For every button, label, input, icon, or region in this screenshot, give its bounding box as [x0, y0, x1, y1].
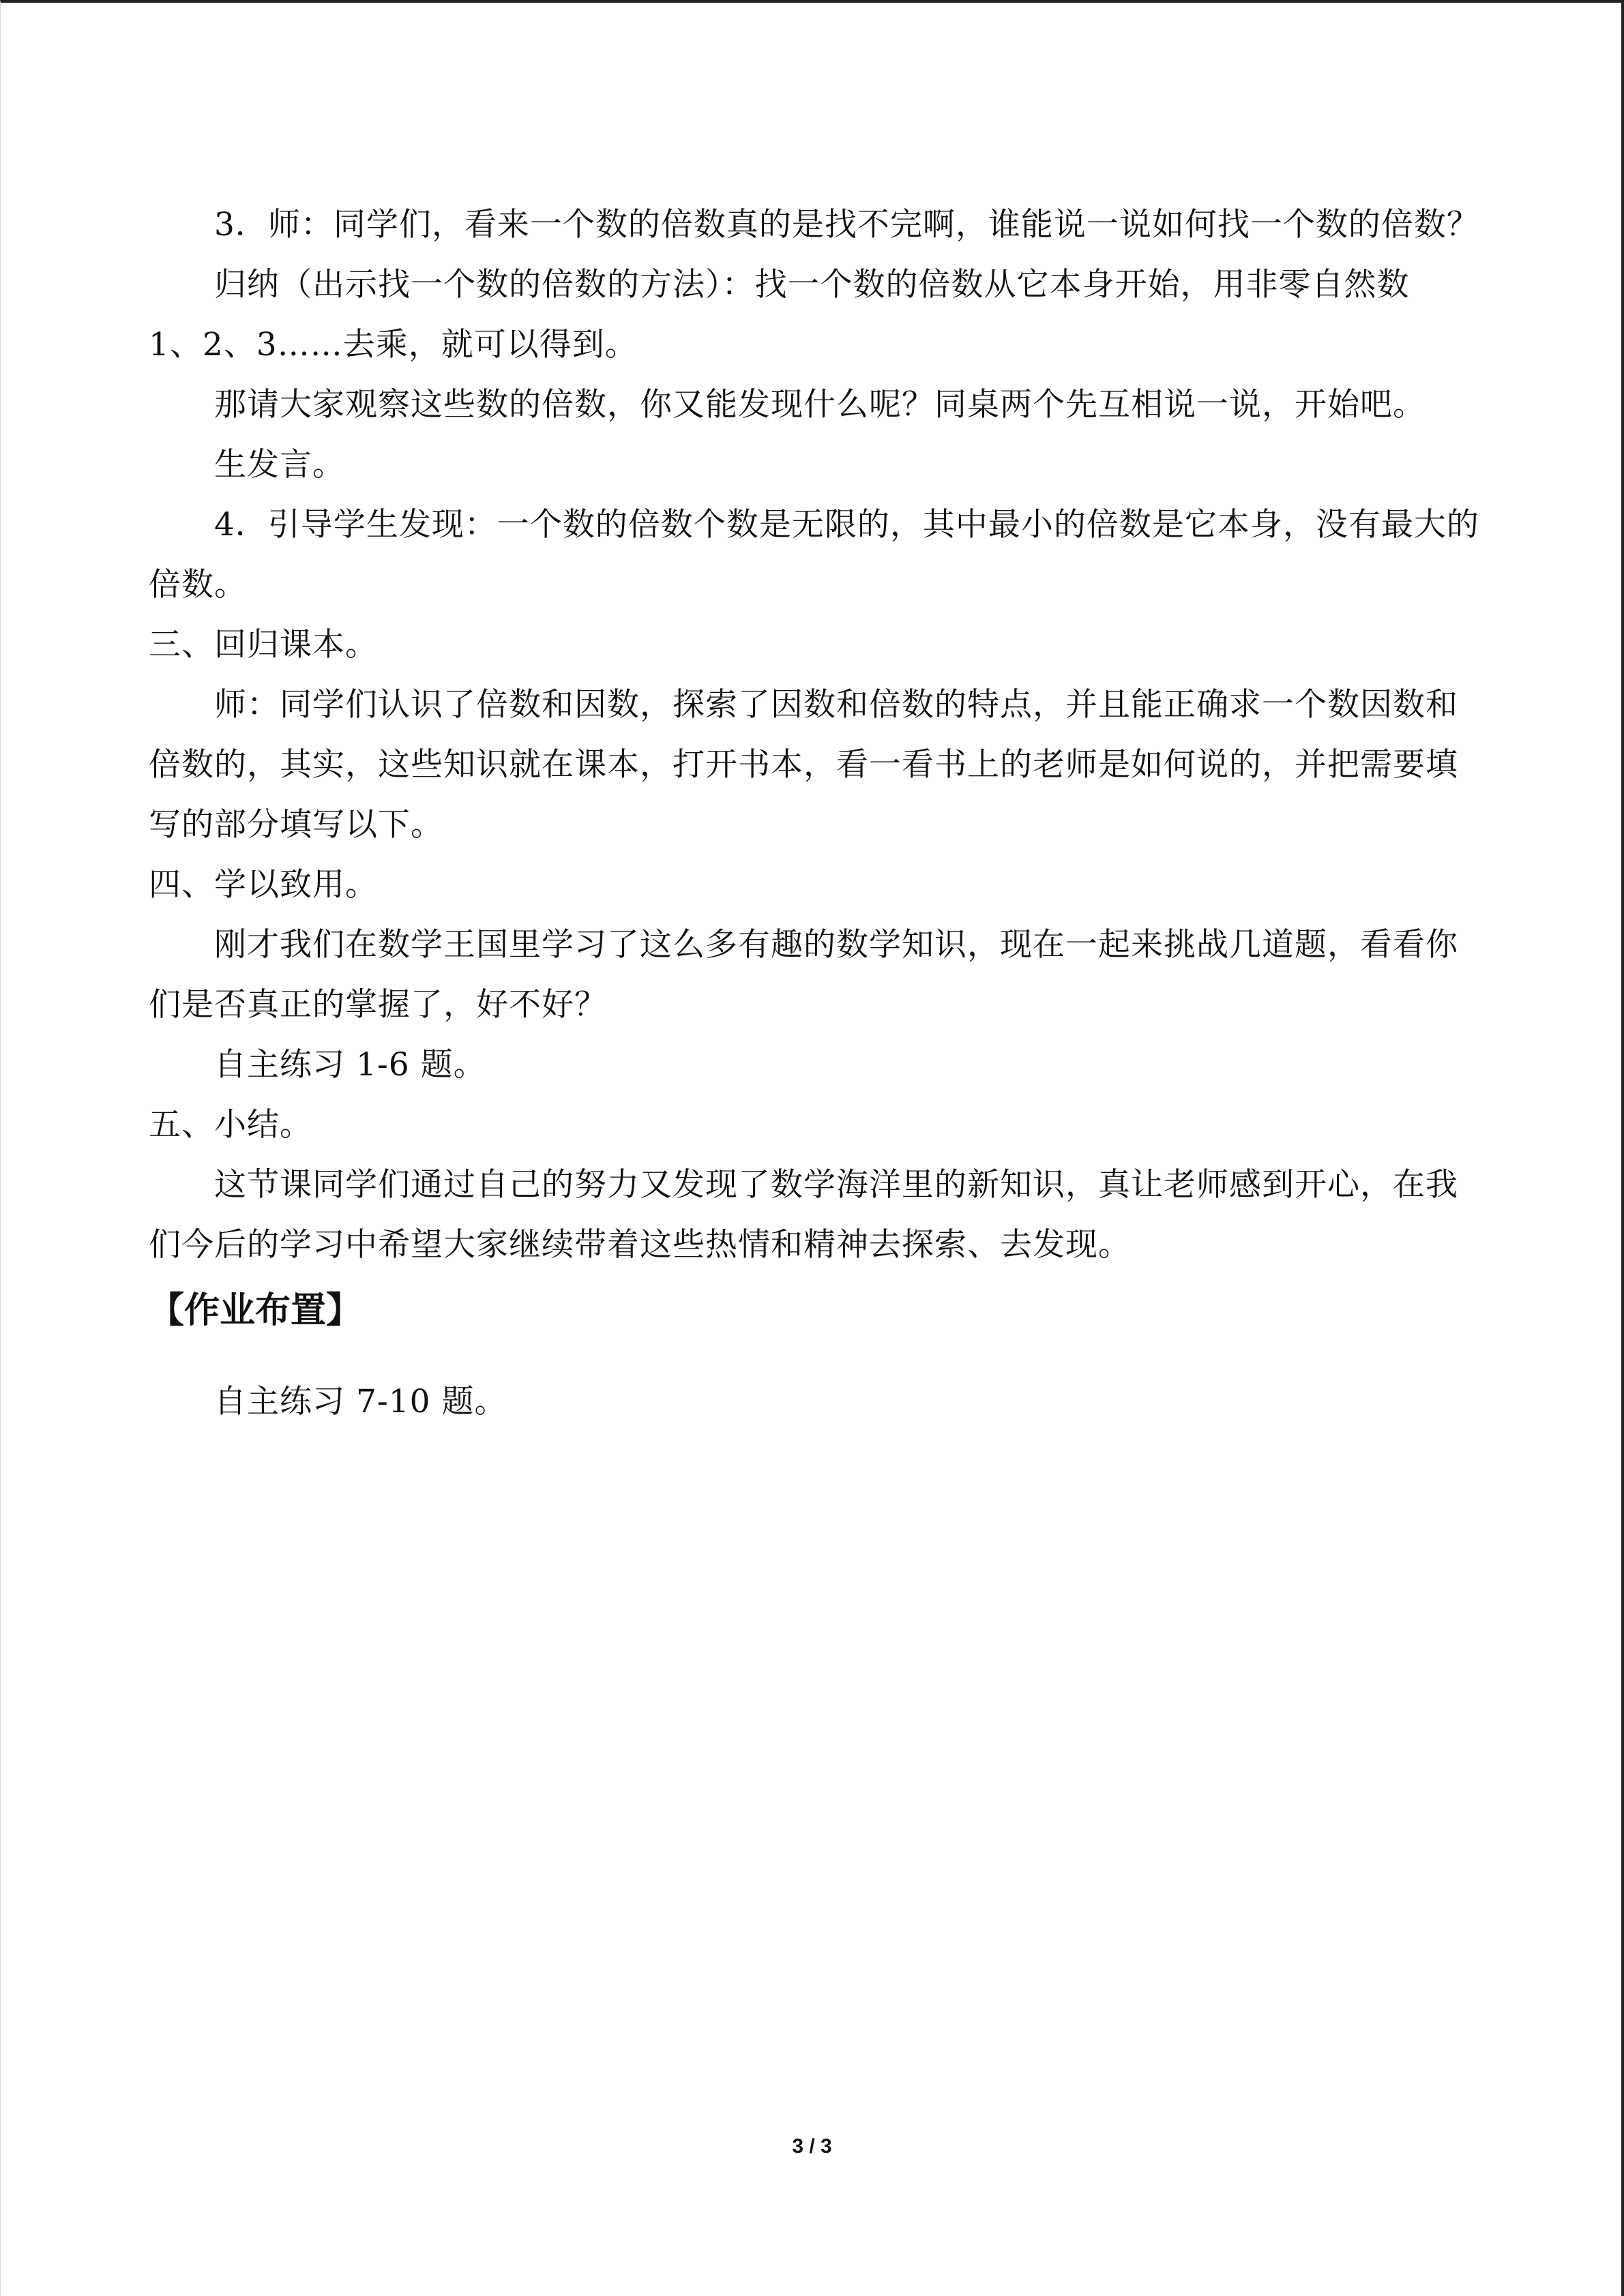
paragraph-line: 那请大家观察这些数的倍数，你又能发现什么呢？同桌两个先互相说一说，开始吧。	[214, 386, 1426, 423]
paragraph-line: 师：同学们认识了倍数和因数，探索了因数和倍数的特点，并且能正确求一个数因数和	[214, 686, 1458, 724]
section-heading: 四、学以致用。	[149, 866, 378, 904]
paragraph-line: 4．引导学生发现：一个数的倍数个数是无限的，其中最小的倍数是它本身，没有最大的	[214, 506, 1479, 543]
section-heading: 五、小结。	[149, 1106, 312, 1144]
section-heading: 三、回归课本。	[149, 626, 378, 664]
paragraph-line: 倍数。	[149, 566, 247, 603]
paragraph-line: 3．师：同学们，看来一个数的倍数真的是找不完啊，谁能说一说如何找一个数的倍数？	[214, 206, 1479, 243]
page-number: 3 / 3	[792, 2135, 832, 2158]
paragraph-line: 们今后的学习中希望大家继续带着这些热情和精神去探索、去发现。	[149, 1226, 1131, 1264]
paragraph-line: 1、2、3……去乘，就可以得到。	[149, 326, 638, 363]
paragraph-line: 生发言。	[214, 446, 345, 483]
homework-text: 自主练习 7-10 题。	[214, 1383, 507, 1420]
homework-heading: 【作业布置】	[149, 1290, 362, 1331]
paragraph-line: 写的部分填写以下。	[149, 806, 443, 844]
paragraph-line: 自主练习 1-6 题。	[214, 1046, 486, 1084]
paragraph-line: 这节课同学们通过自己的努力又发现了数学海洋里的新知识，真让老师感到开心，在我	[214, 1166, 1458, 1204]
paragraph-line: 归纳（出示找一个数的倍数的方法）：找一个数的倍数从它本身开始，用非零自然数	[214, 266, 1410, 303]
paragraph-line: 刚才我们在数学王国里学习了这么多有趣的数学知识，现在一起来挑战几道题，看看你	[214, 926, 1458, 964]
paragraph-line: 倍数的，其实，这些知识就在课本，打开书本，看一看书上的老师是如何说的，并把需要填	[149, 746, 1458, 784]
paragraph-line: 们是否真正的掌握了，好不好？	[149, 986, 607, 1024]
